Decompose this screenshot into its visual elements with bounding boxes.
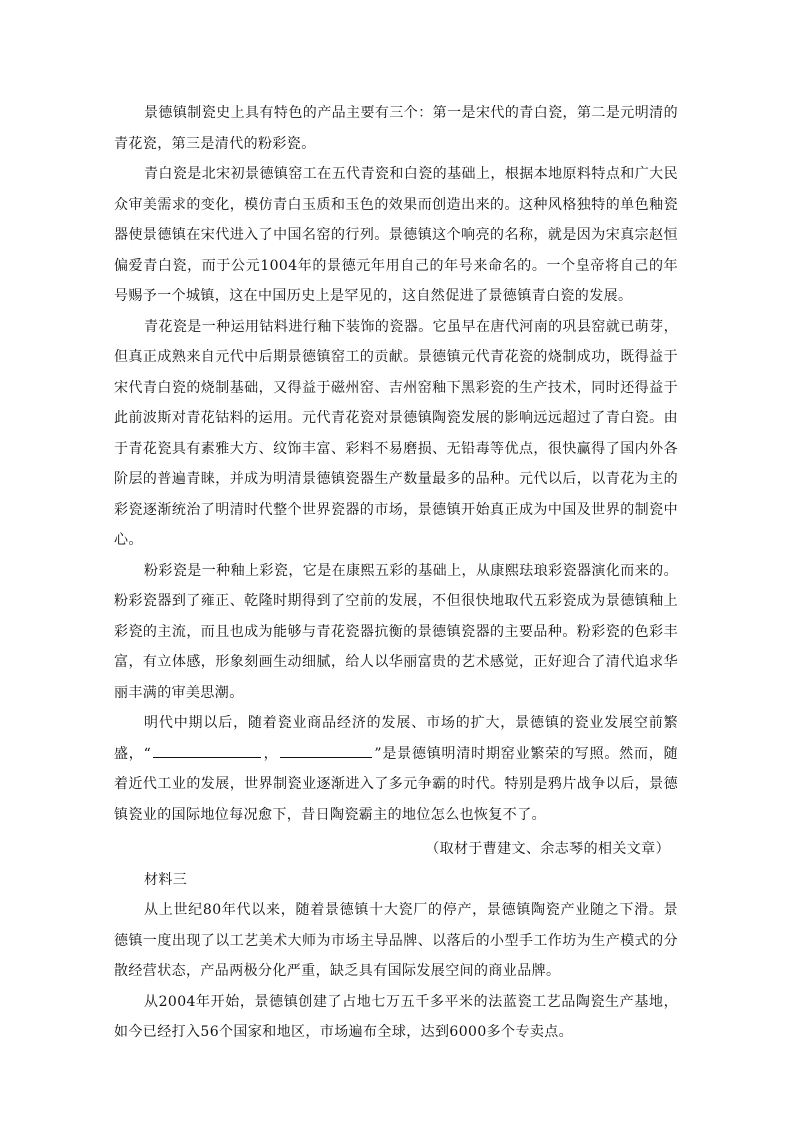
quote-comma: ， [263,745,279,762]
fill-in-blank-2[interactable] [280,743,372,758]
material-three-heading: 材料三 [144,871,188,888]
paragraph-material-falan: 从2004年开始，景德镇创建了占地七万五千多平米的法蓝瓷工艺品陶瓷生产基地，如今已经打入56个国家和地区，市场遍布全球，达到6000多个专卖点。 [114,993,678,1040]
paragraph-qinghua: 青花瓷是一种运用钴料进行釉下装饰的瓷器。它虽早在唐代河南的巩县窑就已萌芽，但真正成熟来自元代中后期景德镇窑工的贡献。景德镇元代青花瓷的烧制成功，既得益于宋代青白瓷的烧制基础，又得益于磁州窑、吉州窑釉下黑彩瓷的生产技术，同时还得益于此前波斯对青花钴料的运用。元代青花瓷对景德镇陶瓷发展的影响远远超过了青白瓷。由于青花瓷具有素雅大方、纹饰丰富、彩料不易磨损、无铅毒等优点，很快赢得了国内外各阶层的普遍青睐，并成为明清景德镇瓷器生产数量最多的品种。元代以后，以青花为主的彩瓷逐渐统治了明清时代整个世界瓷器的市场，景德镇开始真正成为中国及世界的制瓷中心。 [114,318,678,548]
paragraph-material-decline: 从上世纪80年代以来，随着景德镇十大瓷厂的停产，景德镇陶瓷产业随之下滑。景德镇一度出现了以工艺美术大师为市场主导品牌、以落后的小型手工作坊为生产模式的分散经营状态，产品两极分化严重，缺乏具有国际发展空间的商业品牌。 [114,902,678,979]
fill-in-blank-1[interactable] [153,743,261,758]
paragraph-overview: 景德镇制瓷史上具有特色的产品主要有三个：第一是宋代的青白瓷，第二是元明清的青花瓷，第三是清代的粉彩瓷。 [114,105,678,152]
paragraph-qingbai: 青白瓷是北宋初景德镇窑工在五代青瓷和白瓷的基础上，根据本地原料特点和广大民众审美需求的变化，模仿青白玉质和玉色的效果而创造出来的。这种风格独特的单色釉瓷器使景德镇在宋代进入了中国名窑的行列。景德镇这个响亮的名称，就是因为宋真宗赵恒偏爱青白瓷，而于公元1004年的景德元年用自己的年号来命名的。一个皇帝将自己的年号赐予一个城镇，这在中国历史上是罕见的，这自然促进了景德镇青白瓷的发展。 [114,166,678,304]
open-quote: “ [143,745,152,762]
document-body [114,98,678,1048]
paragraph-ming-qing-rest: ”是景德镇明清时期窑业繁荣的写照。然而，随着近代工业的发展，世界制瓷业逐渐进入了多元争霸的时代。特别是鸦片战争以后，景德镇瓷业的国际地位每况愈下，昔日陶瓷霸主的地位怎么也恢复不了。 [114,745,678,823]
paragraph-fencai: 粉彩瓷是一种釉上彩瓷，它是在康熙五彩的基础上，从康熙珐琅彩瓷器演化而来的。粉彩瓷器到了雍正、乾隆时期得到了空前的发展，不但很快地取代五彩瓷成为景德镇釉上彩瓷的主流，而且也成为能够与青花瓷器抗衡的景德镇瓷器的主要品种。粉彩瓷的色彩丰富，有立体感，形象刻画生动细腻，给人以华丽富贵的艺术感觉，正好迎合了清代追求华丽丰满的审美思潮。 [114,562,678,701]
paragraph-ming-qing-lead: 明代中期以后，随着瓷业商品经济的发展、市场的扩大，景德镇的瓷业发展空前繁盛， [114,715,678,762]
paragraph-ming-qing [114,708,678,830]
source-citation: （取材于曹建文、余志琴的相关文章） [425,841,670,857]
